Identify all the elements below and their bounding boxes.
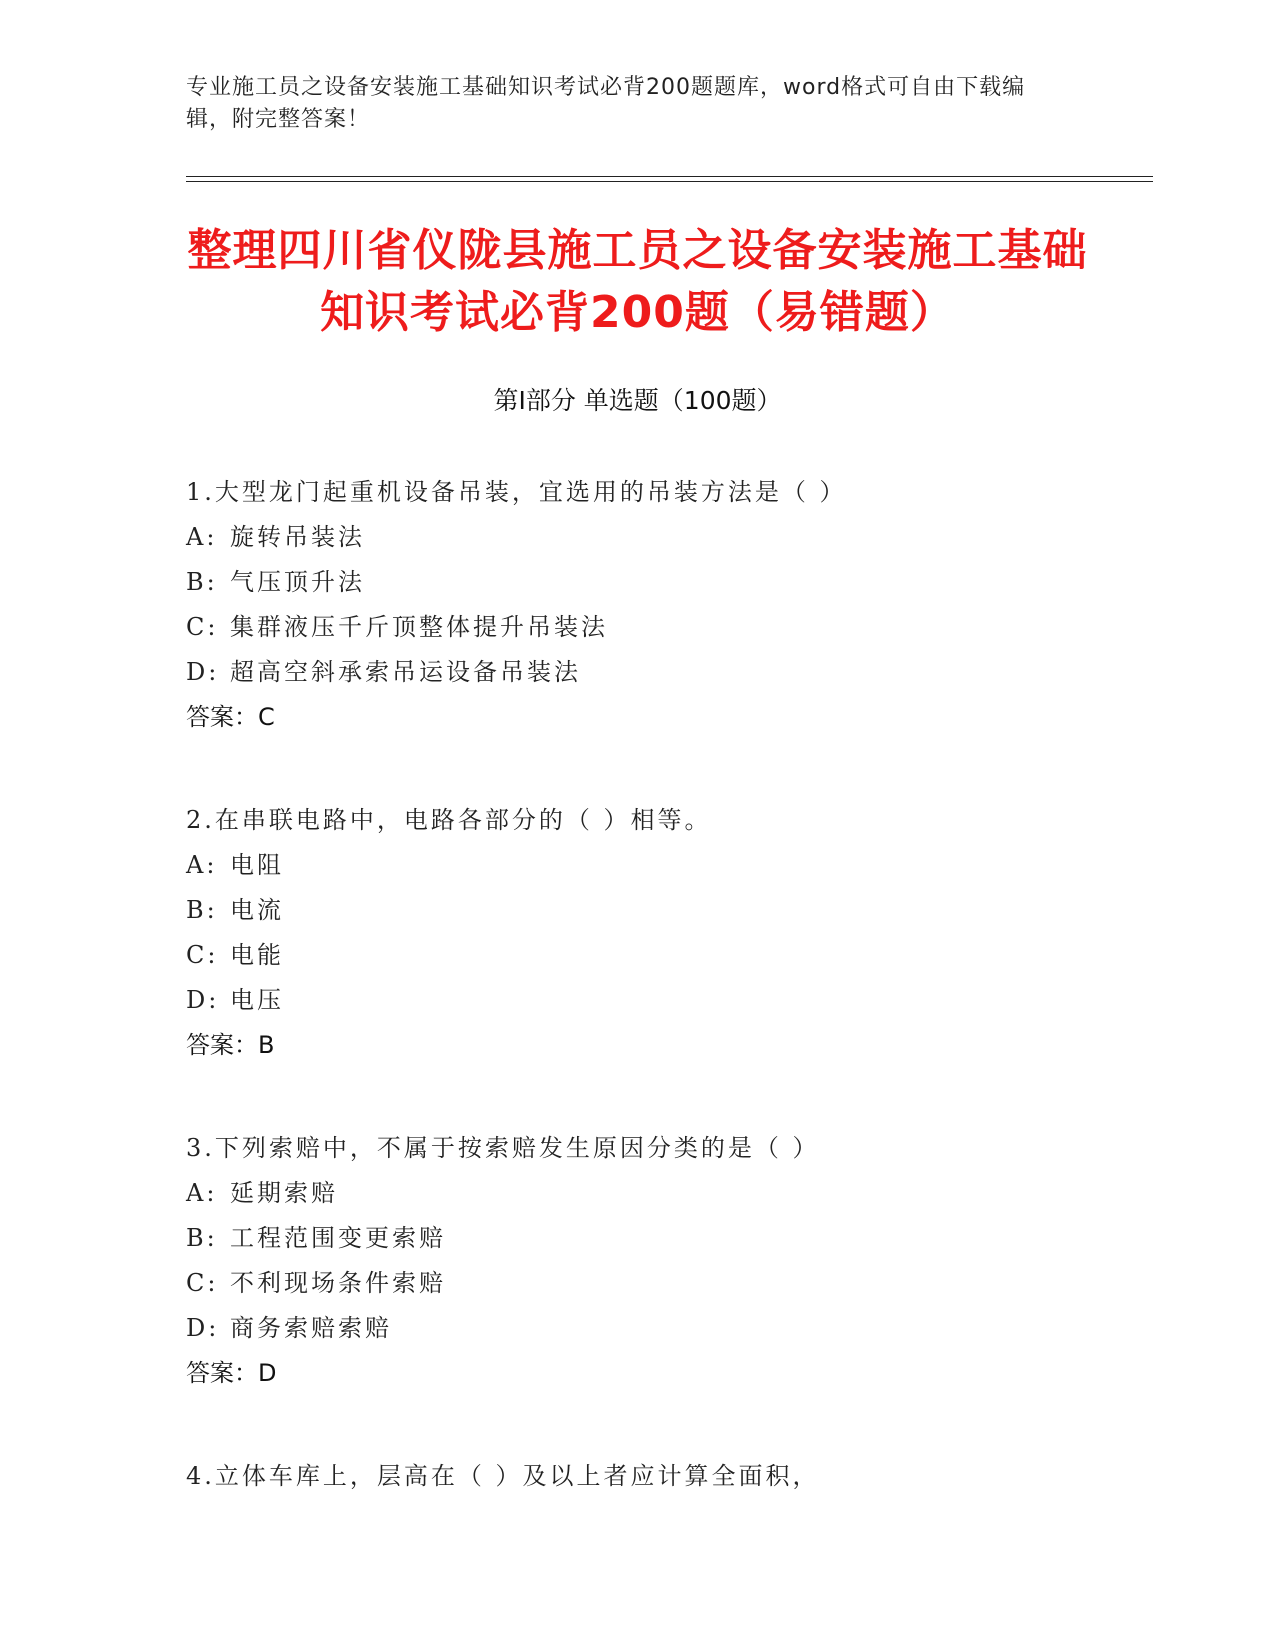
- option-text: 超高空斜承索吊运设备吊装法: [230, 658, 581, 686]
- option-text: 电能: [230, 941, 284, 969]
- option-b: [186, 560, 1086, 605]
- option-text: 延期索赔: [230, 1179, 338, 1207]
- option-c: [186, 1261, 1086, 1306]
- option-text: 电阻: [230, 851, 284, 879]
- answer-line: 答案：B: [186, 1031, 275, 1059]
- document-title: 整理四川省仪陇县施工员之设备安装施工基础知识考试必背200题（易错题）: [187, 225, 1088, 338]
- option-text: 气压顶升法: [230, 568, 365, 596]
- option-text: 工程范围变更索赔: [230, 1224, 446, 1252]
- header-rule-top: [186, 176, 1153, 177]
- option-a: [186, 1171, 1086, 1216]
- option-b: [186, 1216, 1086, 1261]
- option-text: 集群液压千斤顶整体提升吊装法: [230, 613, 608, 641]
- option-key: B:: [186, 568, 218, 596]
- section-title: 第Ⅰ部分 单选题（100题）: [493, 386, 782, 415]
- option-text: 不利现场条件索赔: [230, 1269, 446, 1297]
- option-a: [186, 843, 1086, 888]
- answer-line: 答案：D: [186, 1359, 277, 1387]
- option-text: 电流: [230, 896, 284, 924]
- option-key: A:: [186, 1179, 218, 1207]
- question-stem: 2.在串联电路中，电路各部分的（ ）相等。: [186, 806, 712, 834]
- option-d: [186, 650, 1086, 695]
- question-list: [186, 470, 1086, 1557]
- question-3: [186, 1126, 1086, 1396]
- option-text: 电压: [230, 986, 284, 1014]
- option-c: [186, 933, 1086, 978]
- question-stem: 3.下列索赔中，不属于按索赔发生原因分类的是（ ）: [186, 1134, 820, 1162]
- header-rule-bottom: [186, 181, 1153, 182]
- header-note: 专业施工员之设备安装施工基础知识考试必背200题题库，word格式可自由下载编辑，附完整答案！: [186, 75, 1026, 132]
- option-d: [186, 1306, 1086, 1351]
- option-key: A:: [186, 851, 218, 879]
- question-2: [186, 798, 1086, 1068]
- question-1: [186, 470, 1086, 740]
- option-key: B:: [186, 896, 218, 924]
- option-d: [186, 978, 1086, 1023]
- option-text: 商务索赔索赔: [230, 1314, 392, 1342]
- option-b: [186, 888, 1086, 933]
- option-key: B:: [186, 1224, 218, 1252]
- option-a: [186, 515, 1086, 560]
- option-key: D:: [186, 658, 220, 686]
- option-text: 旋转吊装法: [230, 523, 365, 551]
- option-key: A:: [186, 523, 218, 551]
- option-c: [186, 605, 1086, 650]
- option-key: C:: [186, 941, 219, 969]
- option-key: C:: [186, 1269, 219, 1297]
- question-stem: 1.大型龙门起重机设备吊装，宜选用的吊装方法是（ ）: [186, 478, 847, 506]
- answer-line: 答案：C: [186, 703, 275, 731]
- option-key: D:: [186, 1314, 220, 1342]
- option-key: C:: [186, 613, 219, 641]
- question-stem: 4.立体车库上，层高在（ ）及以上者应计算全面积，: [186, 1462, 820, 1490]
- question-4: [186, 1454, 1086, 1499]
- option-key: D:: [186, 986, 220, 1014]
